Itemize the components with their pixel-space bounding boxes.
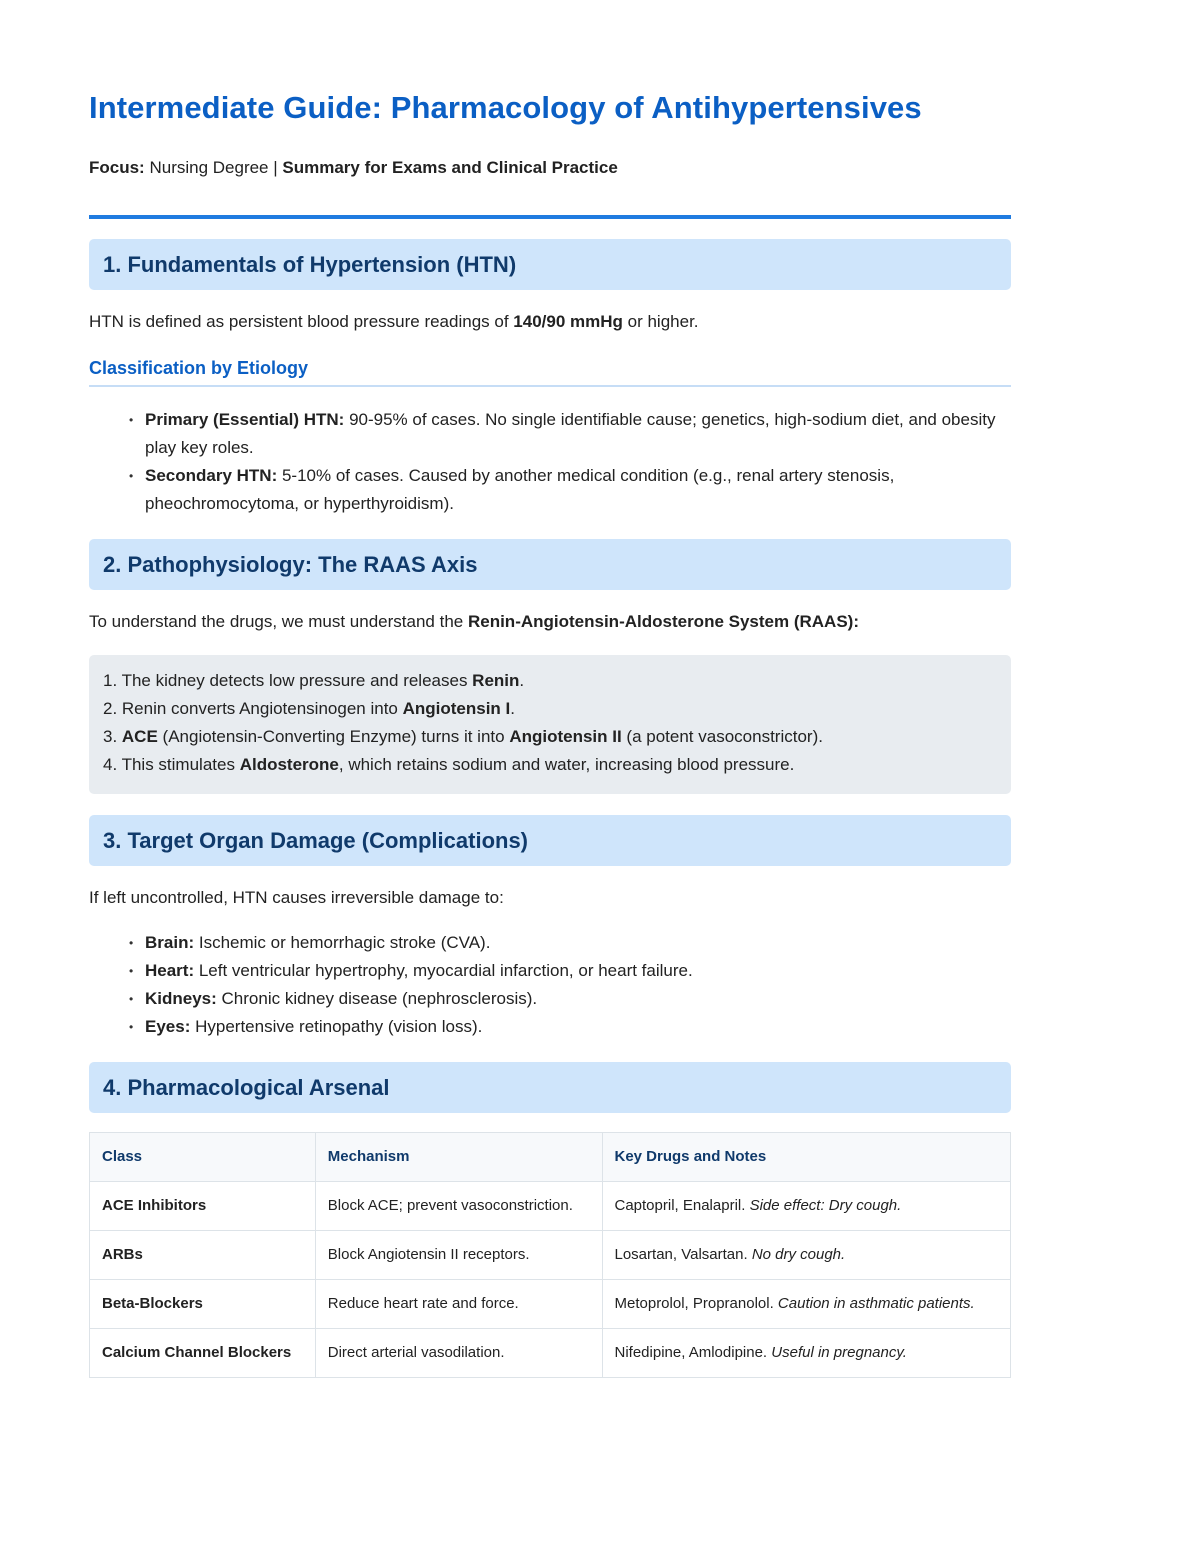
item-bold: Eyes: <box>145 1017 191 1036</box>
table-row <box>90 1329 1011 1378</box>
table-row <box>90 1280 1011 1329</box>
raas-step <box>103 695 997 723</box>
item-bold: Brain: <box>145 933 195 952</box>
section-3-heading: 3. Target Organ Damage (Complications) <box>89 815 1011 866</box>
column-header-class: Class <box>90 1133 316 1182</box>
item-text: Ischemic or hemorrhagic stroke (CVA). <box>194 933 491 952</box>
step-text: 3. <box>103 727 122 746</box>
raas-step <box>103 751 997 779</box>
s2-intro-b: Renin-Angiotensin-Aldosterone System (RAAS): <box>467 612 859 631</box>
cell-mechanism: Block ACE; prevent vasoconstriction. <box>315 1182 602 1231</box>
item-text: Hypertensive retinopathy (vision loss). <box>190 1017 483 1036</box>
list-item <box>129 929 1009 957</box>
step-bold: ACE <box>121 727 158 746</box>
drug-names: Metoprolol, Propranolol. <box>614 1295 778 1312</box>
section-4-heading: 4. Pharmacological Arsenal <box>89 1062 1011 1113</box>
column-header-drugs: Key Drugs and Notes <box>602 1133 1011 1182</box>
classification-subheading: Classification by Etiology <box>89 358 1011 387</box>
item-bold: Secondary HTN: <box>145 466 278 485</box>
page-title: Intermediate Guide: Pharmacology of Antihypertensives <box>89 90 922 125</box>
item-bold: Kidneys: <box>145 989 217 1008</box>
s1-intro-b: 140/90 mmHg <box>513 312 623 331</box>
step-bold: Angiotensin I <box>402 699 511 718</box>
item-bold: Heart: <box>145 961 195 980</box>
list-item <box>129 1013 1009 1041</box>
list-item <box>129 462 1009 518</box>
focus-label: Focus: <box>89 158 145 177</box>
section-1-intro <box>89 312 699 332</box>
table-header-row <box>90 1133 1011 1182</box>
s1-intro-c: or higher. <box>622 312 699 331</box>
item-text: Chronic kidney disease (nephrosclerosis). <box>216 989 538 1008</box>
raas-step <box>103 723 997 751</box>
drug-note: No dry cough. <box>751 1246 846 1263</box>
step-bold: Aldosterone <box>239 755 339 774</box>
step-bold: Angiotensin II <box>509 727 622 746</box>
item-bold: Primary (Essential) HTN: <box>145 410 345 429</box>
step-bold: Renin <box>472 671 520 690</box>
section-3-intro: If left uncontrolled, HTN causes irreversible damage to: <box>89 888 504 907</box>
step-text: 4. This stimulates <box>103 755 240 774</box>
focus-line <box>89 158 618 178</box>
list-item <box>129 406 1009 462</box>
step-text: , which retains sodium and water, increasing blood pressure. <box>338 755 795 774</box>
section-2-heading: 2. Pathophysiology: The RAAS Axis <box>89 539 1011 590</box>
step-text: (Angiotensin-Converting Enzyme) turns it into <box>157 727 510 746</box>
drug-note: Side effect: Dry cough. <box>749 1197 902 1214</box>
s2-intro-a: To understand the drugs, we must understand the <box>89 612 468 631</box>
cell-mechanism: Reduce heart rate and force. <box>315 1280 602 1329</box>
s1-intro-a: HTN is defined as persistent blood pressure readings of <box>89 312 514 331</box>
cell-mechanism: Block Angiotensin II receptors. <box>315 1231 602 1280</box>
item-text: 5-10% of cases. Caused by another medical condition (e.g., renal artery stenosis, pheochromocytoma, or hyperthyroidism). <box>145 466 895 513</box>
cell-drugs <box>602 1329 1011 1378</box>
raas-steps-box <box>89 655 1011 794</box>
list-item <box>129 985 1009 1013</box>
table-row <box>90 1231 1011 1280</box>
drug-names: Losartan, Valsartan. <box>614 1246 752 1263</box>
column-header-mechanism: Mechanism <box>315 1133 602 1182</box>
step-text: . <box>510 699 515 718</box>
etiology-list <box>129 406 1009 518</box>
list-item <box>129 957 1009 985</box>
cell-drugs <box>602 1182 1011 1231</box>
step-text: 2. Renin converts Angiotensinogen into <box>103 699 403 718</box>
drug-note: Useful in pregnancy. <box>771 1344 907 1361</box>
step-text: . <box>519 671 525 690</box>
step-text: 1. The kidney detects low pressure and releases <box>103 671 473 690</box>
raas-step <box>103 667 997 695</box>
cell-class: Calcium Channel Blockers <box>90 1329 316 1378</box>
drug-table <box>89 1132 1011 1378</box>
item-text: Left ventricular hypertrophy, myocardial infarction, or heart failure. <box>194 961 693 980</box>
cell-drugs <box>602 1280 1011 1329</box>
section-2-intro <box>89 612 859 632</box>
raas-steps <box>103 667 997 779</box>
drug-names: Captopril, Enalapril. <box>614 1197 750 1214</box>
cell-class: ACE Inhibitors <box>90 1182 316 1231</box>
focus-text: Nursing Degree | <box>144 158 283 177</box>
cell-drugs <box>602 1231 1011 1280</box>
cell-mechanism: Direct arterial vasodilation. <box>315 1329 602 1378</box>
drug-note: Caution in asthmatic patients. <box>777 1295 975 1312</box>
section-1-heading: 1. Fundamentals of Hypertension (HTN) <box>89 239 1011 290</box>
title-divider <box>89 215 1011 219</box>
focus-bold: Summary for Exams and Clinical Practice <box>282 158 618 177</box>
table-row <box>90 1182 1011 1231</box>
item-text: 90-95% of cases. No single identifiable cause; genetics, high-sodium diet, and obesity play key roles. <box>145 410 996 457</box>
drug-names: Nifedipine, Amlodipine. <box>614 1344 772 1361</box>
step-text: (a potent vasoconstrictor). <box>621 727 823 746</box>
cell-class: ARBs <box>90 1231 316 1280</box>
cell-class: Beta-Blockers <box>90 1280 316 1329</box>
complications-list <box>129 929 1009 1041</box>
